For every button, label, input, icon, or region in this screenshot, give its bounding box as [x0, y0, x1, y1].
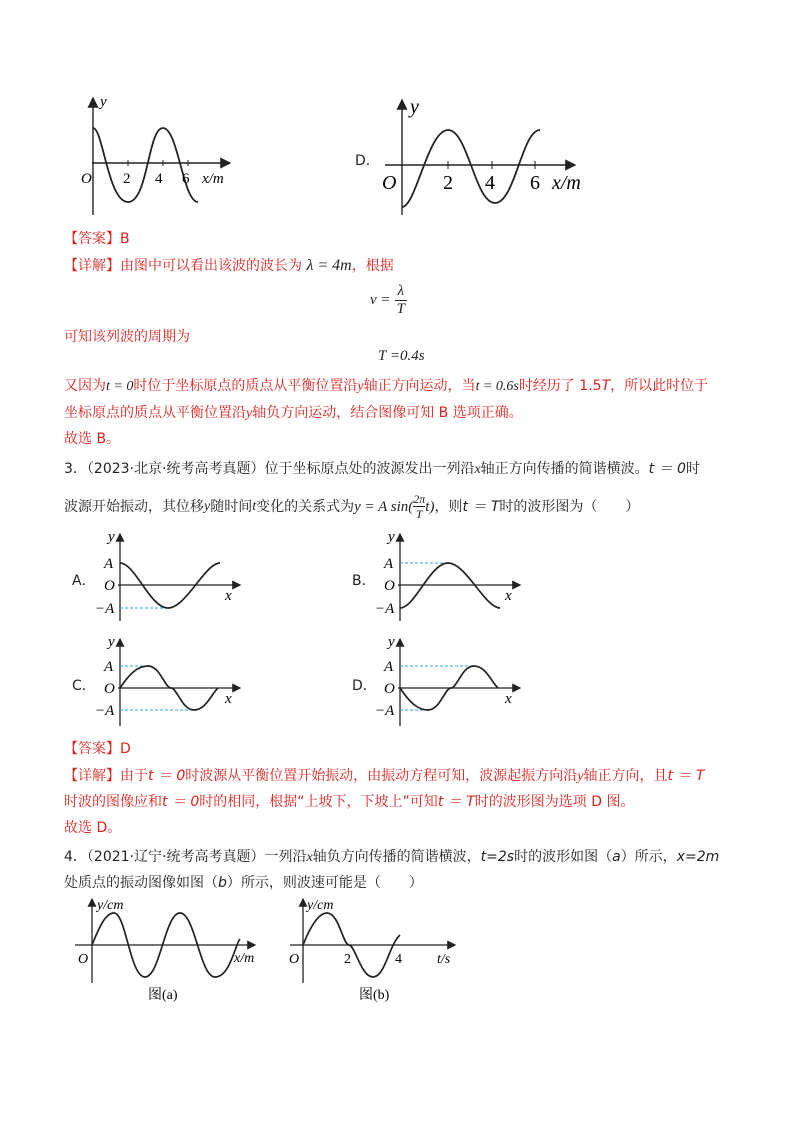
graph-q3-d — [370, 633, 530, 728]
svg-text:x/m: x/m — [552, 172, 581, 194]
svg-text:图(a): 图(a) — [148, 988, 178, 1003]
svg-text:−A: −A — [95, 601, 115, 617]
option-b-label: B． — [352, 573, 376, 589]
option-c-label: C． — [72, 678, 96, 694]
svg-text:y/cm: y/cm — [307, 898, 334, 913]
svg-text:y: y — [388, 634, 395, 650]
svg-text:x: x — [225, 691, 232, 707]
q3-detail-line2: 时波的图像应和t ＝ 0时的相同，根据“上坡下，下坡上”可知t ＝ T时的波形图为选项 D 图。 — [64, 794, 635, 810]
q2-detail-line4: 坐标原点的质点从平衡位置沿y轴负方向运动，结合图像可知 B 选项正确。 — [64, 405, 523, 421]
svg-text:6: 6 — [530, 172, 540, 194]
q4-stem-line1: 4．（2021·辽宁·统考高考真题）一列沿x轴负方向传播的简谐横波，t=2s时的波形如图（a）所示，x=2m — [64, 849, 720, 865]
svg-text:2: 2 — [443, 172, 453, 194]
graph-q4-a — [70, 895, 270, 1005]
svg-text:y: y — [410, 96, 419, 118]
svg-text:y: y — [108, 529, 115, 545]
svg-text:4: 4 — [155, 171, 163, 187]
svg-text:x: x — [505, 691, 512, 707]
origin-label: O — [81, 171, 92, 187]
svg-text:O: O — [289, 952, 300, 967]
wave-curve — [402, 130, 540, 207]
svg-text:2: 2 — [123, 171, 131, 187]
svg-text:图(b): 图(b) — [359, 988, 390, 1003]
svg-text:x: x — [505, 588, 512, 604]
graph-option-d — [380, 95, 590, 220]
svg-text:t/s: t/s — [437, 952, 451, 967]
q2-answer: 【答案】B — [64, 231, 130, 247]
q3-stem-line2: 波源开始振动，其位移 y 随时间 t 变化的关系式为 y = A sin( 2π T t) ，则 t ＝ T 时的波形图为（ ） — [64, 492, 640, 521]
formula-v: v = $\frac{\lambda}{T}$ — [370, 283, 407, 318]
x-label: x/m — [202, 171, 224, 187]
svg-text:−A: −A — [375, 601, 395, 617]
svg-text:−A: −A — [375, 703, 395, 719]
graph-q3-b — [370, 528, 530, 623]
svg-text:x: x — [225, 588, 232, 604]
q2-detail-line2: 可知该列波的周期为 — [64, 329, 190, 345]
svg-text:A: A — [384, 556, 394, 572]
formula-period: T =0.4s — [378, 348, 425, 364]
q2-conclusion: 故选 B。 — [64, 431, 121, 447]
q2-detail-line1: 【详解】由图中可以看出该波的波长为 λ = 4m，根据 — [64, 257, 394, 274]
option-a-label: A． — [72, 573, 96, 589]
wave-curve — [93, 128, 198, 202]
graph-q3-a — [90, 528, 250, 623]
svg-text:O: O — [384, 681, 395, 697]
svg-text:O: O — [384, 578, 395, 594]
svg-text:x/m: x/m — [234, 951, 255, 966]
q3-answer: 【答案】D — [64, 741, 131, 757]
svg-text:y: y — [388, 529, 395, 545]
option-d-q3-label: D． — [352, 678, 377, 694]
svg-text:2: 2 — [344, 952, 351, 967]
svg-text:A: A — [384, 659, 394, 675]
graph-option-c — [80, 90, 240, 220]
svg-text:A: A — [104, 659, 114, 675]
svg-text:−A: −A — [95, 703, 115, 719]
graph-q3-c — [90, 633, 250, 728]
svg-text:O: O — [382, 172, 397, 194]
svg-text:O: O — [104, 681, 115, 697]
svg-text:y: y — [108, 634, 115, 650]
y-label: y — [100, 94, 107, 110]
q3-stem-line1: 3．（2023·北京·统考高考真题）位于坐标原点处的波源发出一列沿x轴正方向传播的简谐横波。t ＝ 0时 — [64, 461, 700, 477]
svg-text:4: 4 — [395, 952, 402, 967]
q2-detail-line3: 又因为t = 0时位于坐标原点的质点从平衡位置沿y轴正方向运动，当t = 0.6s时经历了 1.5T，所以此时位于 — [64, 378, 709, 394]
svg-text:4: 4 — [485, 172, 495, 194]
svg-text:y/cm: y/cm — [97, 898, 124, 913]
q3-detail-line1: 【详解】由于t ＝ 0时波源从平衡位置开始振动，由振动方程可知，波源起振方向沿y轴正方向，且t ＝ T — [64, 768, 705, 784]
graph-q4-b — [285, 895, 465, 1005]
svg-text:O: O — [78, 952, 89, 967]
svg-text:O: O — [104, 578, 115, 594]
q4-stem-line2: 处质点的振动图像如图（b）所示，则波速可能是（ ） — [64, 875, 423, 891]
svg-text:A: A — [104, 556, 114, 572]
q3-conclusion: 故选 D。 — [64, 820, 122, 836]
option-d-label: D． — [355, 153, 380, 169]
svg-text:6: 6 — [182, 171, 190, 187]
